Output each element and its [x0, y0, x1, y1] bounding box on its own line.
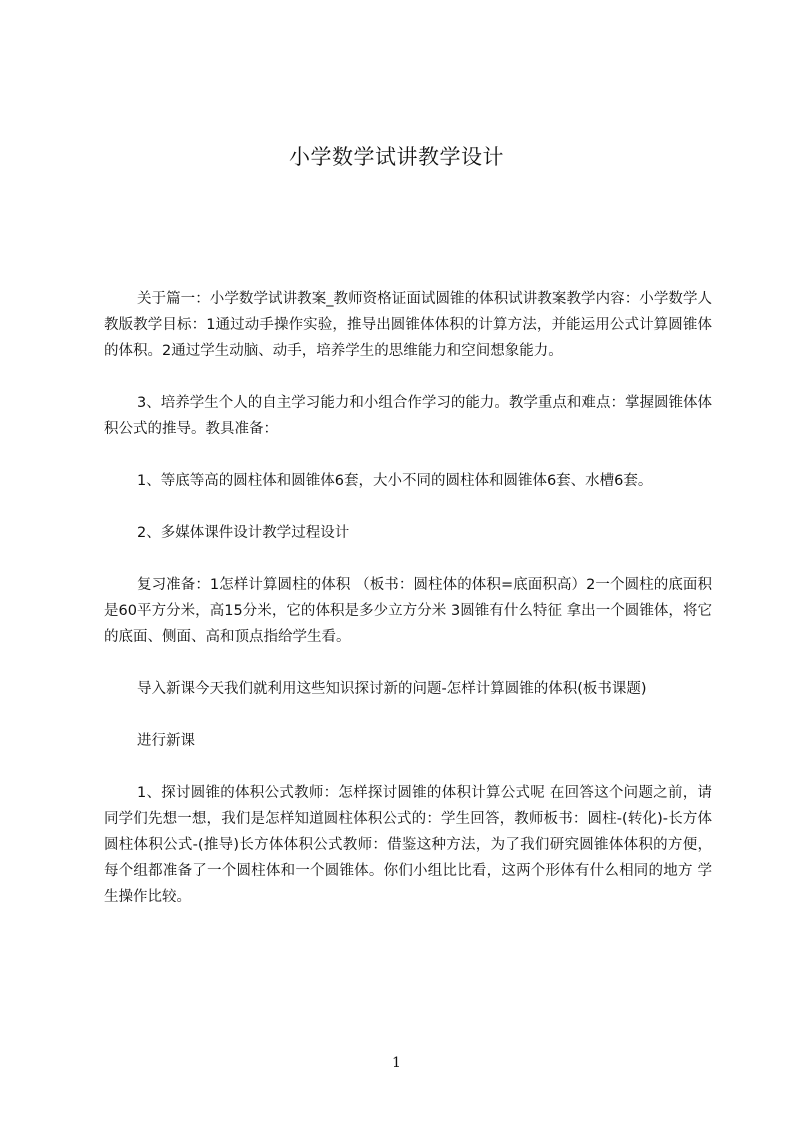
paragraph-explore-formula: 1、探讨圆锥的体积公式教师：怎样探讨圆锥的体积计算公式呢 在回答这个问题之前，请同学们先想一想，我们是怎样知道圆柱体积公式的：学生回答，教师板书：圆柱-(转化)-长方体圆柱体积公式-(推导)长方体体积公式教师：借鉴这种方法，为了我们研究圆锥体体积的方便，每个组都准备了一个圆柱体和一个圆锥体。你们小组比比看，这两个形体有什么相同的地方 学生操作比较。: [104, 785, 712, 905]
page-number: 1: [392, 1055, 401, 1071]
paragraph-new-lesson: 进行新课: [137, 733, 195, 749]
paragraph-intro: 关于篇一：小学数学试讲教案_教师资格证面试圆锥的体积试讲教案教学内容：小学数学人教版教学目标：1通过动手操作实验，推导出圆锥体体积的计算方法，并能运用公式计算圆锥体的体积。2通过学生动脑、动手，培养学生的思维能力和空间想象能力。: [104, 291, 712, 359]
document-title: 小学数学试讲教学设计: [289, 145, 504, 169]
paragraph-introduction: 导入新课今天我们就利用这些知识探讨新的问题-怎样计算圆锥的体积(板书课题): [137, 681, 647, 697]
paragraph-materials-1: 1、等底等高的圆柱体和圆锥体6套，大小不同的圆柱体和圆锥体6套、水槽6套。: [137, 473, 653, 489]
document-body: [104, 286, 712, 910]
paragraph-materials-2: 2、多媒体课件设计教学过程设计: [137, 525, 350, 541]
paragraph-review: 复习准备：1怎样计算圆柱的体积 （板书：圆柱体的体积=底面积高）2一个圆柱的底面积是60平方分米，高15分米，它的体积是多少立方分米 3圆锥有什么特征 拿出一个圆锥体，将它的底面、侧面、高和顶点指给学生看。: [104, 577, 712, 645]
paragraph-goal-3: 3、培养学生个人的自主学习能力和小组合作学习的能力。教学重点和难点：掌握圆锥体体积公式的推导。教具准备：: [104, 395, 712, 437]
